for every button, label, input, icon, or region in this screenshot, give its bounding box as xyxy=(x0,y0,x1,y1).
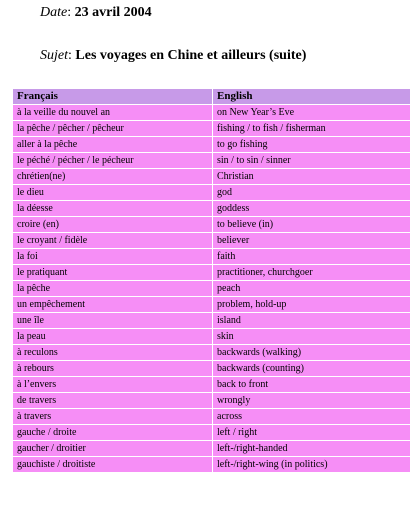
subject-value: Les voyages en Chine et ailleurs (suite) xyxy=(75,48,307,63)
french-term-cell: à rebours xyxy=(13,361,213,377)
french-term-cell: chrétien(ne) xyxy=(13,169,213,185)
french-term-cell: la pêche / pêcher / pêcheur xyxy=(13,121,213,137)
table-row xyxy=(13,345,411,361)
table-row xyxy=(13,153,411,169)
vocabulary-table xyxy=(12,88,411,473)
table-row xyxy=(13,297,411,313)
subject-line: Sujet: Les voyages en Chine et ailleurs (suite) xyxy=(40,48,307,63)
english-term-cell: faith xyxy=(213,249,411,265)
table-row xyxy=(13,185,411,201)
french-term-cell: la déesse xyxy=(13,201,213,217)
english-term-cell: goddess xyxy=(213,201,411,217)
table-header-row xyxy=(13,89,411,105)
table-row xyxy=(13,441,411,457)
french-term-cell: la foi xyxy=(13,249,213,265)
english-term-cell: sin / to sin / sinner xyxy=(213,153,411,169)
english-term-cell: fishing / to fish / fisherman xyxy=(213,121,411,137)
french-term-cell: aller à la pêche xyxy=(13,137,213,153)
french-term-cell: à travers xyxy=(13,409,213,425)
date-label: Date xyxy=(40,5,68,20)
english-term-cell: backwards (walking) xyxy=(213,345,411,361)
french-term-cell: un empêchement xyxy=(13,297,213,313)
subject-label: Sujet xyxy=(40,48,68,63)
vocabulary-table-body xyxy=(13,105,411,473)
table-row xyxy=(13,169,411,185)
english-term-cell: island xyxy=(213,313,411,329)
english-term-cell: left-/right-wing (in politics) xyxy=(213,457,411,473)
table-row xyxy=(13,121,411,137)
french-term-cell: le croyant / fidèle xyxy=(13,233,213,249)
table-row xyxy=(13,201,411,217)
french-term-cell: le péché / pécher / le pécheur xyxy=(13,153,213,169)
french-term-cell: la peau xyxy=(13,329,213,345)
date-value: 23 avril 2004 xyxy=(74,5,152,20)
english-term-cell: believer xyxy=(213,233,411,249)
english-term-cell: backwards (counting) xyxy=(213,361,411,377)
english-term-cell: on New Year’s Eve xyxy=(213,105,411,121)
english-term-cell: practitioner, churchgoer xyxy=(213,265,411,281)
french-term-cell: à la veille du nouvel an xyxy=(13,105,213,121)
date-line: Date: 23 avril 2004 xyxy=(40,5,152,20)
table-row xyxy=(13,425,411,441)
french-term-cell: gauche / droite xyxy=(13,425,213,441)
french-term-cell: le dieu xyxy=(13,185,213,201)
french-term-cell: gaucher / droitier xyxy=(13,441,213,457)
french-term-cell: croire (en) xyxy=(13,217,213,233)
table-row xyxy=(13,265,411,281)
english-term-cell: peach xyxy=(213,281,411,297)
english-term-cell: back to front xyxy=(213,377,411,393)
column-header-english: English xyxy=(213,89,411,105)
english-term-cell: to go fishing xyxy=(213,137,411,153)
english-term-cell: to believe (in) xyxy=(213,217,411,233)
french-term-cell: à reculons xyxy=(13,345,213,361)
column-header-french: Français xyxy=(13,89,213,105)
table-row xyxy=(13,409,411,425)
english-term-cell: across xyxy=(213,409,411,425)
table-row xyxy=(13,457,411,473)
table-row xyxy=(13,105,411,121)
table-row xyxy=(13,217,411,233)
table-row xyxy=(13,249,411,265)
english-term-cell: skin xyxy=(213,329,411,345)
table-row xyxy=(13,137,411,153)
english-term-cell: problem, hold-up xyxy=(213,297,411,313)
french-term-cell: la pêche xyxy=(13,281,213,297)
french-term-cell: une île xyxy=(13,313,213,329)
french-term-cell: gauchiste / droitiste xyxy=(13,457,213,473)
english-term-cell: wrongly xyxy=(213,393,411,409)
table-row xyxy=(13,313,411,329)
table-row xyxy=(13,233,411,249)
english-term-cell: god xyxy=(213,185,411,201)
table-row xyxy=(13,329,411,345)
table-row xyxy=(13,393,411,409)
english-term-cell: left-/right-handed xyxy=(213,441,411,457)
table-row xyxy=(13,281,411,297)
english-term-cell: Christian xyxy=(213,169,411,185)
french-term-cell: à l’envers xyxy=(13,377,213,393)
french-term-cell: de travers xyxy=(13,393,213,409)
french-term-cell: le pratiquant xyxy=(13,265,213,281)
table-row xyxy=(13,377,411,393)
english-term-cell: left / right xyxy=(213,425,411,441)
table-row xyxy=(13,361,411,377)
